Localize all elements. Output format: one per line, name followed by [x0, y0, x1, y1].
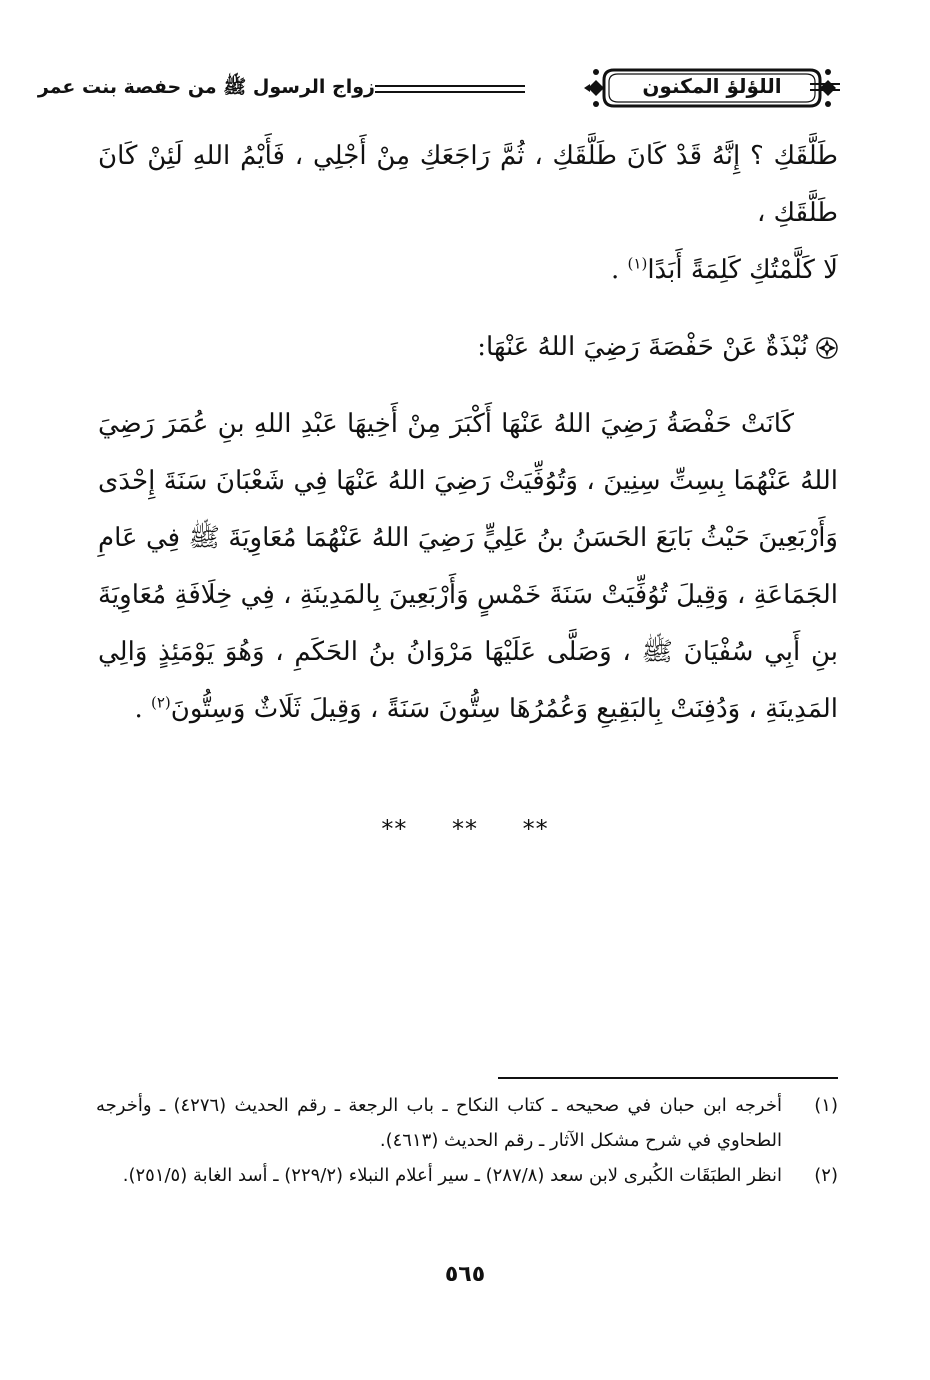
paragraph-1-line-1-text: طَلَّقَكِ ؟ إِنَّهُ قَدْ كَانَ طَلَّقَكِ ، ثُمَّ رَاجَعَكِ مِنْ أَجْلِي ، فَأَيْمُ اللهِ لَئِنْ كَانَ طَلَّقَكِ ،	[98, 141, 839, 228]
footnote-2	[96, 1158, 838, 1193]
paragraph-2-end: .	[134, 694, 151, 724]
section-separator	[0, 815, 930, 843]
book-title-cartouche	[584, 62, 840, 114]
footnote-number: (١)	[814, 1095, 838, 1116]
footnote-divider	[498, 1077, 838, 1079]
footnote-ref-1[interactable]: (١)	[627, 254, 648, 273]
page-number: ٥٦٥	[444, 1262, 486, 1287]
main-text	[98, 128, 838, 738]
paragraph-1-line-2-text: لَا كَلَّمْتُكِ كَلِمَةً أَبَدًا	[647, 255, 838, 285]
footnote-1	[96, 1088, 838, 1158]
section-heading-text: نُبْذَةٌ عَنْ حَفْصَةَ رَضِيَ اللهُ عَنْهَا:	[477, 332, 808, 362]
paragraph-1-line-2	[98, 242, 838, 299]
separator-stars: **	[381, 815, 408, 843]
paragraph-1-end: .	[611, 255, 628, 285]
footnotes	[96, 1088, 838, 1193]
book-title: اللؤلؤ المكنون	[642, 74, 782, 98]
header-double-rule	[375, 85, 525, 93]
footnote-ref-2[interactable]: (٢)	[150, 693, 171, 712]
running-header	[37, 54, 840, 124]
paragraph-1-line-1	[98, 128, 838, 242]
footnote-number: (٢)	[814, 1165, 838, 1186]
footnote-text: انظر الطبَقَات الكُبرى لابن سعد (٢٨٧/٨) ـ سير أعلام النبلاء (٢٢٩/٢) ـ أسد الغابة (٢٥١/٥).	[122, 1165, 782, 1186]
spacer	[98, 299, 838, 319]
separator-stars: **	[452, 815, 478, 843]
footnote-text: أخرجه ابن حبان في صحيحه ـ كتاب النكاح ـ باب الرجعة ـ رقم الحديث (٤٢٧٦) ـ وأخرجه الطحاوي في شرح مشكل الآثار ـ رقم الحديث (٤٦١٣).	[96, 1095, 782, 1151]
spacer	[98, 376, 838, 396]
section-heading	[98, 319, 838, 376]
paragraph-2-text: كَانَتْ حَفْصَةُ رَضِيَ اللهُ عَنْهَا أَكْبَرَ مِنْ أَخِيهَا عَبْدِ اللهِ بنِ عُمَرَ رَضِيَ اللهُ عَنْهُمَا بِسِتِّ سِنِينَ ، وَتُوُفِّيَتْ رَضِيَ اللهُ عَنْهَا فِي شَعْبَانَ سَنَةَ إِحْدَى وَأَرْبَعِينَ حَيْثُ بَايَعَ الحَسَنُ بنُ عَلِيٍّ رَضِيَ اللهُ عَنْهُمَا مُعَاوِيَةَ ﷺ فِي عَامِ الجَمَاعَةِ ، وَقِيلَ تُوُفِّيَتْ سَنَةَ خَمْسٍ وَأَرْبَعِينَ بِالمَدِينَةِ ، فِي خِلَافَةِ مُعَاوِيَةَ بنِ أَبِي سُفْيَانَ ﷺ ، وَصَلَّى عَلَيْهَا مَرْوَانُ بنُ الحَكَمِ ، وَهُوَ يَوْمَئِذٍ وَالِي المَدِينَةِ ، وَدُفِنَتْ بِالبَقِيعِ وَعُمُرُهَا سِتُّونَ سَنَةً ، وَقِيلَ ثَلَاثٌ وَسِتُّونَ	[98, 409, 839, 724]
separator-stars: **	[522, 815, 549, 843]
flower-bullet-icon	[816, 337, 838, 359]
paragraph-2	[98, 396, 838, 738]
chapter-title: زواج الرسول ﷺ من حفصة بنت عمر	[37, 76, 375, 98]
